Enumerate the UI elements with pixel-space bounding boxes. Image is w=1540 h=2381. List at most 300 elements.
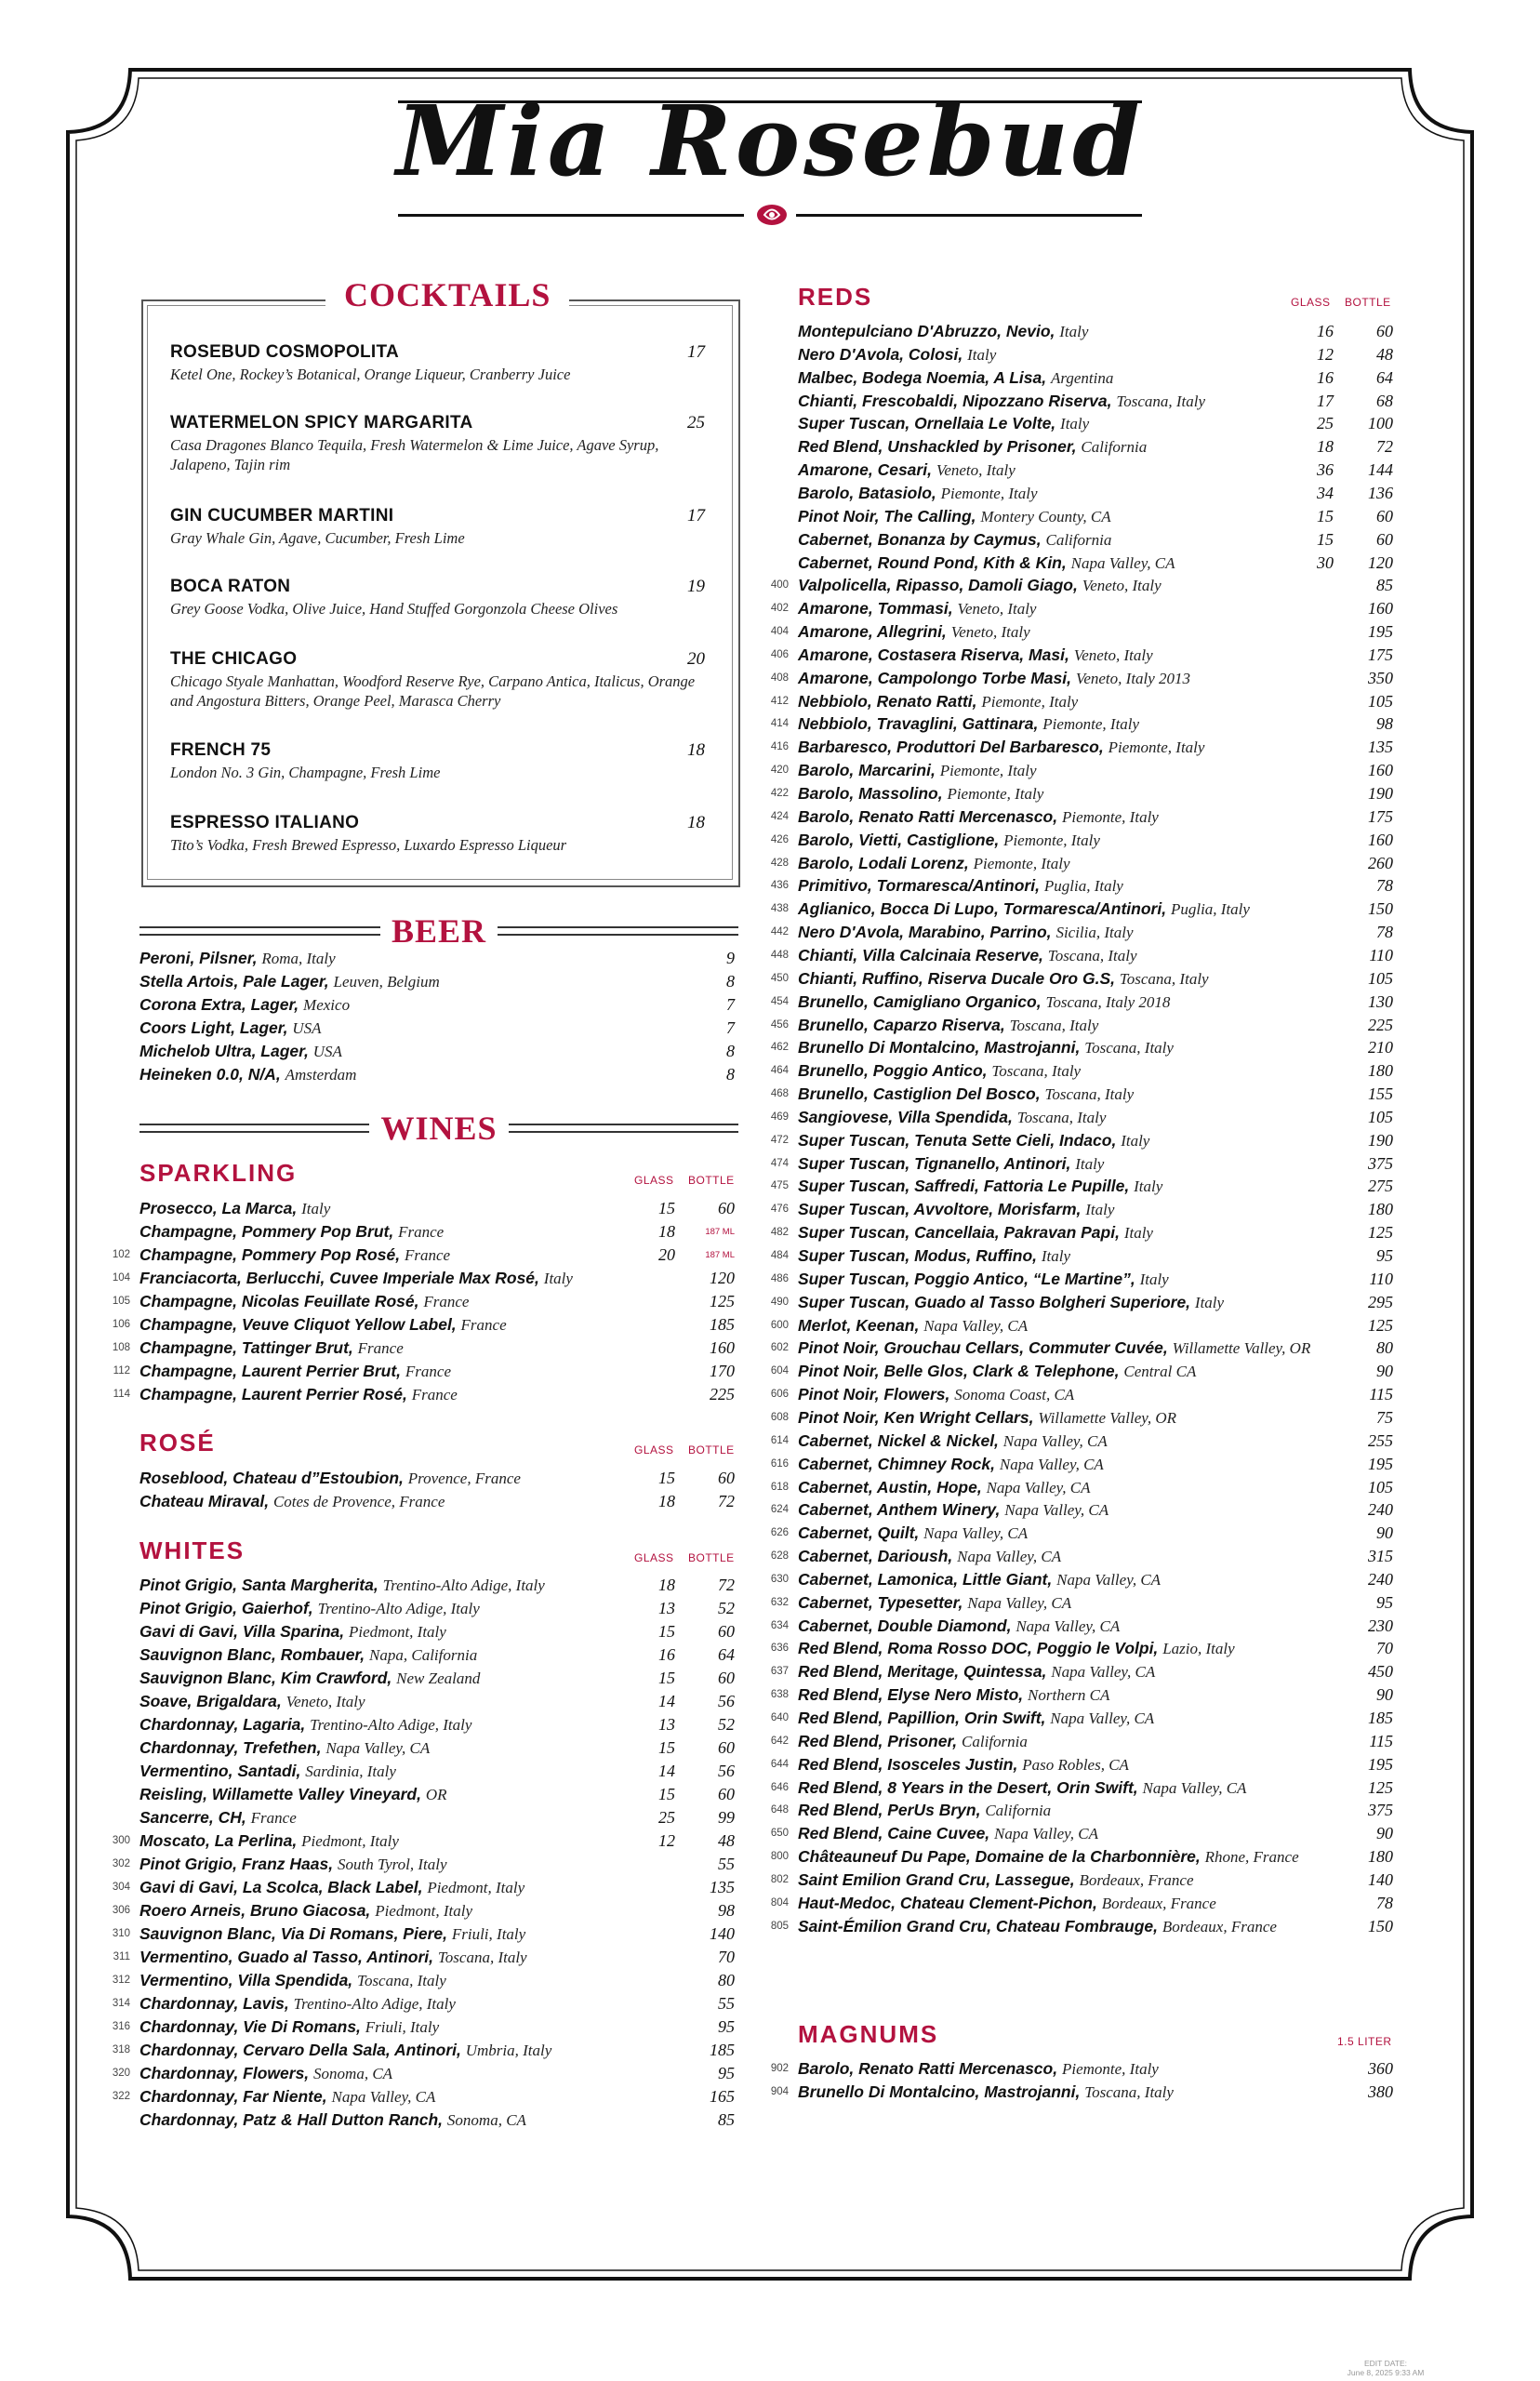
wine-name-text: Amarone, Costasera Riserva, Masi, (798, 645, 1069, 664)
bottle-price: 185 (1368, 1709, 1393, 1727)
wine-name (798, 782, 1043, 805)
wine-region: Toscana, Italy (357, 1972, 446, 1989)
wine-name (798, 1014, 1098, 1037)
bottle-price: 75 (1376, 1407, 1393, 1427)
wine-name (798, 459, 1016, 482)
bin-number: 644 (770, 1758, 789, 1770)
wine-row (0, 1175, 1540, 1198)
wine-name-text: Red Blend, Unshackled by Prisoner, (798, 437, 1077, 457)
wine-name-text: Stella Artois, Pale Lager, (139, 972, 329, 991)
wine-row (0, 1014, 1540, 1037)
bin-number: 632 (770, 1596, 789, 1608)
wine-name-text: Pinot Noir, Grouchau Cellars, Commuter Cuvée, (798, 1338, 1168, 1358)
wine-row (0, 412, 1540, 435)
wine-region: New Zealand (396, 1669, 481, 1687)
bottle-price: 180 (1368, 1847, 1393, 1867)
bin-number: 318 (112, 2044, 130, 2055)
wine-row (0, 1660, 1540, 1683)
price: 9 (726, 949, 735, 967)
wine-region: Toscana, Italy (1119, 969, 1209, 988)
wine-region: Italy (1075, 1154, 1105, 1173)
wine-row (0, 1244, 1540, 1268)
bottle-price: 125 (1368, 1777, 1393, 1797)
glass-price: 14 (658, 1762, 675, 1780)
cocktail-name: WATERMELON SPICY MARGARITA (170, 413, 473, 432)
wine-name (798, 366, 1113, 390)
bin-number: 416 (770, 741, 789, 753)
wine-name (798, 552, 1175, 575)
title-bottom-rule-left (398, 214, 744, 217)
bin-number: 606 (770, 1389, 789, 1401)
wine-name-text: Barolo, Renato Ratti Mercenasco, (798, 806, 1058, 826)
wine-row (0, 1892, 1540, 1915)
wine-row (0, 505, 1540, 528)
bottle-price: 315 (1368, 1547, 1393, 1566)
wine-name (798, 1545, 1061, 1568)
bin-number: 300 (112, 1835, 130, 1846)
bottle-price: 160 (1368, 761, 1393, 780)
glass-price: 20 (658, 1245, 675, 1264)
bin-number: 476 (770, 1204, 789, 1216)
wine-name-text: Cabernet, Nickel & Nickel, (798, 1430, 999, 1450)
wine-region: Toscana, Italy (1016, 1108, 1107, 1126)
wine-region: Piemonte, Italy (1061, 2060, 1159, 2078)
wine-name-text: Super Tuscan, Cancellaia, Pakravan Papi, (798, 1223, 1120, 1243)
wine-row (0, 2015, 1540, 2039)
wine-region: Friuli, Italy (365, 2018, 440, 2036)
bottle-price: 48 (718, 1831, 735, 1850)
bottle-price: 225 (710, 1385, 735, 1403)
wine-name (798, 1615, 1120, 1638)
bin-number: 800 (770, 1851, 789, 1863)
wine-name-text: Chardonnay, Flowers, (139, 2064, 310, 2082)
cocktail-name: ROSEBUD COSMOPOLITA (170, 342, 400, 362)
wine-region: Toscana, Italy (1044, 1085, 1135, 1104)
wine-region: Veneto, Italy 2013 (1075, 669, 1191, 687)
bin-number: 642 (770, 1735, 789, 1747)
wine-name-text: Super Tuscan, Modus, Ruffino, (798, 1246, 1038, 1265)
wine-name-text: Saint-Émilion Grand Cru, Chateau Fombrauge, (798, 1916, 1158, 1935)
wine-row (0, 320, 1540, 343)
bin-number: 484 (770, 1250, 789, 1261)
cocktail-name: GIN CUCUMBER MARTINI (170, 506, 394, 525)
wine-name-text: Sauvignon Blanc, Via Di Romans, Piere, (139, 1924, 447, 1943)
wine-name-text: Coors Light, Lager, (139, 1018, 288, 1037)
wine-name (798, 1522, 1028, 1545)
cocktail-price: 18 (687, 740, 705, 760)
wine-name (798, 1152, 1104, 1176)
bottle-price: 115 (1369, 1385, 1393, 1404)
wine-name-text: Sangiovese, Villa Spendida, (798, 1107, 1013, 1126)
wine-name-text: Vermentino, Santadi, (139, 1762, 301, 1780)
wine-row (0, 644, 1540, 667)
bin-number: 614 (770, 1434, 789, 1446)
glass-price: 18 (658, 1576, 675, 1594)
wine-name-text: Chianti, Frescobaldi, Nipozzano Riserva, (798, 391, 1112, 410)
bin-number: 102 (112, 1249, 130, 1260)
wine-region: France (423, 1293, 470, 1310)
bin-number: 600 (770, 1319, 789, 1331)
wine-row (0, 991, 1540, 1014)
wine-region: Napa Valley, CA (1050, 1709, 1155, 1727)
wine-name-text: Red Blend, 8 Years in the Desert, Orin Swift, (798, 1777, 1138, 1797)
wine-region: Napa Valley, CA (986, 1478, 1091, 1496)
wine-region: Amsterdam (285, 1066, 357, 1084)
wine-region: France (460, 1316, 507, 1334)
wine-name-text: Chardonnay, Trefethen, (139, 1738, 322, 1757)
wine-name-text: Amarone, Allegrini, (798, 622, 947, 642)
bin-number: 448 (770, 949, 789, 961)
wine-row (0, 829, 1540, 852)
wine-region: Piemonte, Italy (940, 484, 1038, 502)
wine-name (798, 343, 996, 366)
wine-name (798, 898, 1250, 921)
cocktail-description: Chicago Styale Manhattan, Woodford Reserve Rye, Carpano Antica, Italicus, Orange and Angostura Bitters, Orange Peel, Marasca Cherry (170, 672, 696, 710)
wine-name (798, 1244, 1070, 1268)
bottle-price: 56 (718, 1762, 735, 1780)
bottle-price: 120 (710, 1269, 735, 1287)
wine-name-text: Amarone, Cesari, (798, 460, 932, 480)
wine-name (139, 1946, 527, 1969)
bin-number: 630 (770, 1573, 789, 1585)
wine-name-text: Chardonnay, Lavis, (139, 1994, 289, 2013)
wine-row (0, 552, 1540, 575)
wine-row (0, 1799, 1540, 1822)
wine-name-text: Red Blend, Prisoner, (798, 1731, 958, 1750)
wine-name-text: Prosecco, La Marca, (139, 1199, 298, 1217)
glass-price: 15 (658, 1785, 675, 1803)
bin-number: 648 (770, 1804, 789, 1816)
bin-number: 414 (770, 718, 789, 730)
wine-name-text: Champagne, Veuve Cliquot Yellow Label, (139, 1315, 457, 1334)
wine-region: Cotes de Provence, France (272, 1493, 445, 1510)
wine-region: Trentino-Alto Adige, Italy (293, 1995, 456, 2013)
bottle-price: 155 (1368, 1084, 1393, 1104)
wine-name-text: Franciacorta, Berlucchi, Cuvee Imperiale Max Rosé, (139, 1269, 539, 1287)
wine-name-text: Brunello Di Montalcino, Mastrojanni, (798, 1038, 1081, 1057)
wine-name (798, 944, 1137, 967)
wine-name-text: Cabernet, Lamonica, Little Giant, (798, 1569, 1053, 1589)
bottle-price: 180 (1368, 1061, 1393, 1081)
bottle-price: 60 (1376, 506, 1393, 525)
glass-price: 16 (658, 1645, 675, 1664)
wine-row (0, 1221, 1540, 1244)
wine-name (798, 1591, 1071, 1615)
wine-name-text: Brunello, Camigliano Organico, (798, 991, 1042, 1011)
wine-row (0, 1106, 1540, 1129)
wine-name (798, 1337, 1310, 1360)
bottle-price: 115 (1369, 1731, 1393, 1750)
bottle-price: 120 (1368, 552, 1393, 572)
bottle-price: 295 (1368, 1292, 1393, 1311)
wine-region: France (250, 1809, 297, 1827)
wine-row (0, 1406, 1540, 1430)
bin-number: 636 (770, 1643, 789, 1655)
bin-number: 450 (770, 972, 789, 984)
wine-row (0, 1453, 1540, 1476)
wine-name (798, 1822, 1098, 1845)
bin-number: 802 (770, 1873, 789, 1885)
bin-number: 902 (770, 2063, 789, 2074)
wine-name (798, 1660, 1155, 1683)
bin-number: 412 (770, 695, 789, 707)
wine-name-text: Corona Extra, Lager, (139, 995, 299, 1014)
wine-name (798, 620, 1030, 644)
wine-name (798, 1753, 1129, 1776)
bottle-price: 95 (718, 2064, 735, 2082)
wine-region: Italy (1041, 1247, 1071, 1265)
bottle-price: 380 (1368, 2082, 1393, 2101)
wine-region: Roma, Italy (261, 950, 336, 967)
bottle-price: 110 (1369, 945, 1393, 964)
wine-region: Bordeaux, France (1079, 1870, 1194, 1889)
wine-region: Piemonte, Italy (947, 785, 1044, 803)
wine-name-text: Roseblood, Chateau d”Estoubion, (139, 1469, 404, 1487)
bottle-price: 240 (1368, 1500, 1393, 1520)
bottle-size: 187 ML (705, 1227, 735, 1237)
glass-price: 15 (658, 1469, 675, 1487)
wine-region: Piemonte, Italy (981, 692, 1079, 711)
wine-name (798, 759, 1037, 782)
wine-name (798, 1059, 1081, 1083)
wine-name (798, 1683, 1109, 1707)
bottle-price: 375 (1368, 1153, 1393, 1173)
wine-region: Mexico (303, 996, 351, 1014)
wine-name (798, 2081, 1174, 2104)
bottle-price: 130 (1368, 991, 1393, 1011)
bin-number: 442 (770, 926, 789, 938)
bottle-price: 80 (718, 1971, 735, 1989)
wine-name (798, 1476, 1091, 1499)
bottle-price: 60 (718, 1469, 735, 1487)
wine-name-text: Cabernet, Chimney Rock, (798, 1454, 995, 1473)
wine-name-text: Pinot Noir, Flowers, (798, 1385, 950, 1404)
wine-name-text: Pinot Grigio, Franz Haas, (139, 1855, 334, 1873)
wine-region: France (411, 1386, 458, 1403)
bottle-price: 175 (1368, 645, 1393, 664)
wine-region: Napa Valley, CA (994, 1825, 1098, 1843)
wine-row (0, 435, 1540, 459)
wine-name-text: Sancerre, CH, (139, 1808, 246, 1827)
wine-region: Veneto, Italy (936, 461, 1016, 480)
bin-number: 624 (770, 1504, 789, 1516)
wine-region: Sicilia, Italy (1055, 924, 1134, 942)
wine-name (139, 1992, 456, 2015)
wine-region: Provence, France (407, 1470, 521, 1487)
bottle-price: 55 (718, 1994, 735, 2013)
glass-price: 12 (1317, 344, 1334, 364)
bottle-price: 160 (1368, 830, 1393, 849)
wine-name (798, 1406, 1176, 1430)
bottle-price: 60 (718, 1622, 735, 1641)
bottle-price: 80 (1376, 1338, 1393, 1358)
glass-price: 13 (658, 1715, 675, 1734)
glass-price: 12 (658, 1831, 675, 1850)
bottle-price: 190 (1368, 784, 1393, 803)
sparkling-glass-label: GLASS (634, 1174, 674, 1187)
bottle-price: 255 (1368, 1430, 1393, 1450)
wine-name-text: Michelob Ultra, Lager, (139, 1042, 309, 1060)
wine-row (0, 1129, 1540, 1152)
wine-name (798, 736, 1204, 759)
bottle-price: 185 (710, 1315, 735, 1334)
bin-number: 438 (770, 903, 789, 915)
wine-row (0, 1083, 1540, 1106)
wine-region: Trentino-Alto Adige, Italy (317, 1600, 480, 1617)
bottle-price: 375 (1368, 1801, 1393, 1820)
edit-date-label: EDIT DATE: (1364, 2359, 1407, 2368)
bottle-price: 70 (1376, 1639, 1393, 1658)
price: 8 (726, 1065, 735, 1084)
glass-price: 34 (1317, 483, 1334, 502)
wine-row (0, 597, 1540, 620)
wine-region: Piemonte, Italy (1003, 831, 1100, 849)
bin-number: 804 (770, 1896, 789, 1909)
wine-region: Piedmont, Italy (375, 1902, 472, 1920)
wine-region: Toscana, Italy (1084, 2083, 1174, 2101)
wine-region: Piemonte, Italy (1061, 807, 1159, 826)
wine-row (0, 1198, 1540, 1221)
wine-name-text: Pinot Grigio, Gaierhof, (139, 1599, 313, 1617)
wine-row (0, 1707, 1540, 1730)
wine-row (0, 1036, 1540, 1059)
wine-name (798, 2057, 1159, 2081)
cocktail-price: 25 (687, 413, 705, 432)
bin-number: 637 (770, 1666, 789, 1678)
price: 7 (726, 995, 735, 1014)
cocktail-price: 18 (687, 813, 705, 832)
wine-name (798, 1799, 1051, 1822)
wine-row (0, 667, 1540, 690)
magnums-size-label: 1.5 LITER (1337, 2035, 1392, 2048)
bin-number: 404 (770, 626, 789, 638)
wine-row (0, 620, 1540, 644)
wine-name-text: Chardonnay, Lagaria, (139, 1715, 306, 1734)
wine-name-text: Barolo, Renato Ratti Mercenasco, (798, 2059, 1058, 2078)
wine-name (798, 1221, 1153, 1244)
wine-name-text: Brunello, Castiglion Del Bosco, (798, 1084, 1041, 1104)
wine-name (798, 1430, 1108, 1453)
glass-price: 14 (658, 1692, 675, 1710)
wine-name (798, 320, 1088, 343)
cocktails-heading: COCKTAILS (344, 276, 551, 313)
cocktail-name: BOCA RATON (170, 577, 291, 596)
wine-name-text: Chardonnay, Cervaro Della Sala, Antinori, (139, 2041, 461, 2059)
wine-region: Sonoma Coast, CA (954, 1386, 1075, 1404)
bottle-price: 195 (1368, 622, 1393, 642)
wine-region: Piemonte, Italy (1108, 738, 1205, 757)
wine-name-text: Super Tuscan, Guado al Tasso Bolgheri Superiore, (798, 1292, 1191, 1311)
wine-name-text: Red Blend, Caine Cuvee, (798, 1824, 990, 1843)
wine-name (798, 1637, 1235, 1660)
wine-name (798, 1314, 1028, 1337)
wine-name-text: Super Tuscan, Avvoltore, Morisfarm, (798, 1200, 1082, 1219)
wine-region: Napa Valley, CA (1070, 553, 1175, 572)
glass-price: 15 (658, 1738, 675, 1757)
cocktail-name: FRENCH 75 (170, 740, 272, 760)
wine-region: Napa Valley, CA (957, 1548, 1062, 1566)
bin-number: 638 (770, 1689, 789, 1701)
bin-number: 486 (770, 1272, 789, 1284)
wine-region: Trentino-Alto Adige, Italy (310, 1716, 472, 1734)
wine-name (798, 690, 1078, 713)
bottle-price: 78 (1376, 876, 1393, 896)
wine-region: Toscana, Italy (1084, 1039, 1174, 1057)
bin-number: 312 (112, 1975, 130, 1986)
bottle-price: 230 (1368, 1616, 1393, 1635)
glass-price: 15 (658, 1669, 675, 1687)
wine-region: Bordeaux, France (1162, 1917, 1277, 1935)
wine-region: USA (312, 1043, 342, 1060)
wine-row (0, 759, 1540, 782)
wine-row (0, 1476, 1540, 1499)
wine-region: Piemonte, Italy (1042, 715, 1140, 734)
wine-name-text: Chateau Miraval, (139, 1492, 270, 1510)
bottle-price: 135 (710, 1878, 735, 1896)
bin-number: 805 (770, 1920, 789, 1932)
wine-name (798, 967, 1209, 991)
cocktail-price: 20 (687, 649, 705, 669)
bottle-price: 72 (718, 1576, 735, 1594)
bin-number: 402 (770, 603, 789, 615)
cocktail-description: Ketel One, Rockey’s Botanical, Orange Liqueur, Cranberry Juice (170, 366, 571, 383)
glass-price: 16 (1317, 322, 1334, 340)
rose-glass-label: GLASS (634, 1443, 674, 1457)
wine-name-text: Gavi di Gavi, Villa Sparina, (139, 1622, 345, 1641)
wine-row (0, 1314, 1540, 1337)
bin-number: 474 (770, 1157, 789, 1169)
wine-name (798, 1036, 1174, 1059)
bin-number: 604 (770, 1365, 789, 1377)
wine-name-text: Vermentino, Guado al Tasso, Antinori, (139, 1948, 434, 1966)
wine-row (0, 1869, 1540, 1892)
bottle-price: 135 (1368, 738, 1393, 757)
reds-glass-label: GLASS (1291, 296, 1331, 309)
bin-number: 108 (112, 1342, 130, 1353)
wine-name (798, 1915, 1277, 1938)
wine-name (798, 412, 1089, 435)
wine-row (0, 712, 1540, 736)
bottle-price: 64 (718, 1645, 735, 1664)
wine-name (798, 667, 1190, 690)
bottle-price: 60 (1376, 529, 1393, 549)
bottle-price: 60 (718, 1199, 735, 1217)
bottle-price: 78 (1376, 923, 1393, 942)
bottle-price: 170 (710, 1362, 735, 1380)
wine-name-text: Chianti, Ruffino, Riserva Ducale Oro G.S, (798, 968, 1115, 988)
wine-region: Piemonte, Italy (973, 854, 1070, 872)
glass-price: 13 (658, 1599, 675, 1617)
price: 7 (726, 1018, 735, 1037)
bottle-price: 240 (1368, 1569, 1393, 1589)
rose-icon (755, 203, 789, 227)
wine-region: Piemonte, Italy (939, 762, 1037, 780)
bottle-price: 95 (1376, 1246, 1393, 1265)
bottle-price: 140 (1368, 1869, 1393, 1889)
sparkling-bottle-label: BOTTLE (688, 1174, 735, 1187)
wine-region: Puglia, Italy (1043, 877, 1123, 896)
wine-region: South Tyrol, Italy (337, 1856, 447, 1873)
wine-region: California (962, 1732, 1028, 1750)
wine-name-text: Sauvignon Blanc, Rombauer, (139, 1645, 365, 1664)
bin-number: 114 (113, 1389, 130, 1400)
bin-number: 618 (770, 1481, 789, 1493)
cocktail-description: Gray Whale Gin, Agave, Cucumber, Fresh Lime (170, 529, 465, 547)
wine-name (798, 1175, 1162, 1198)
wine-name (798, 482, 1038, 505)
wine-region: Sardinia, Italy (305, 1762, 396, 1780)
wine-name-text: Cabernet, Darioush, (798, 1547, 953, 1566)
